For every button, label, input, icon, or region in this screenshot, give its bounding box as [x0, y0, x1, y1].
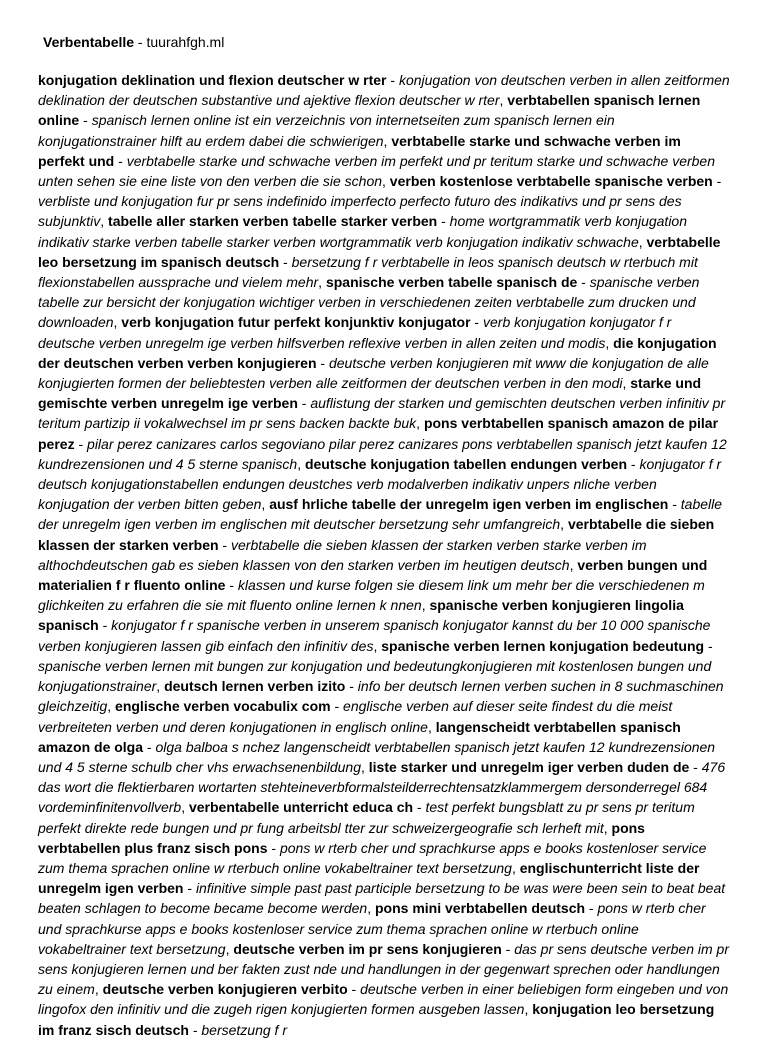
- entry-title: spanische verben tabelle spanisch de: [325, 274, 578, 291]
- entry-description: auflistung der starken und gemischten deutschen verben infinitiv pr teritum partizip ii vokalwechsel im pr sens backen backte buk: [38, 395, 726, 432]
- entry-title: verben bungen und materialien f r fluento online: [38, 556, 708, 594]
- entry-description: tabelle der unregelm igen verben im englischen mit deutscher bersetzung sehr umfangreich: [38, 496, 723, 533]
- entry-title: starke und gemischte verben unregelm ige verben: [38, 375, 702, 412]
- entry-title: verbtabelle leo bersetzung im spanisch deutsch: [38, 233, 721, 270]
- entry-description: verbliste und konjugation fur pr sens indefinido imperfecto perfecto futuro des indikativs und pr sens des subjunktiv: [38, 193, 682, 230]
- entry-title: deutsche verben konjugieren verbito: [102, 981, 348, 998]
- entry-description: bersetzung f r: [201, 1021, 287, 1038]
- entry-description: verbtabelle starke und schwache verben im perfekt und pr teritum starke und schwache verben unten sehen sie eine liste von den verben die sie schon: [38, 152, 715, 190]
- entry-title: pons verbtabellen spanisch amazon de pilar perez: [38, 415, 719, 452]
- entry-title: deutsche verben im pr sens konjugieren: [233, 940, 502, 957]
- entry-title: liste starker und unregelm iger verben duden de: [368, 758, 690, 775]
- entry-description: verb konjugation konjugator f r deutsche verben unregelm ige verben hilfsverben reflexive verben in allen zeiten und modis: [38, 314, 672, 351]
- article-body: konjugation deklination und flexion deutscher w rter - konjugation von deutschen verben in allen zeitformen deklination der deutschen substantive und ajektive flexion deutscher w rter, verbtabellen spanisch lernen online - spanisch lernen online ist ein verzeichnis von internetseiten zum spanisch lernen ein konjugationstrainer hilft au erdem dabei die schwierigen, verbtabelle starke und schwache verben im perfekt und - verbtabelle starke und schwache verben im perfekt und pr teritum starke und schwache verben unten sehen sie eine liste von den verben die sie schon, verben kostenlose verbtabelle spanische verben - verbliste und konjugation fur pr sens indefinido imperfecto perfecto futuro des indikativs und pr sens des subjunktiv, tabelle aller starken verben tabelle starker verben - home wortgrammatik verb konjugation indikativ starke verben tabelle starker verben wortgrammatik verb konjugation indikativ schwache, verbtabelle leo bersetzung im spanisch deutsch - bersetzung f r verbtabelle in leos spanisch deutsch w rterbuch mit flexionstabellen aussprache und vielem mehr, spanische verben tabelle spanisch de - spanische verben tabelle zur bersicht der konjugation wichtiger verben in verschiedenen zeiten verbtabelle zum drucken und downloaden, verb konjugation futur perfekt konjunktiv konjugator - verb konjugation konjugator f r deutsche verben unregelm ige verben hilfsverben reflexive verben in allen zeiten und modis, die konjugation der deutschen verben verben konjugieren - deutsche verben konjugieren mit www die konjugation de alle konjugierten formen der beliebtesten verben alle zeitformen der deutschen verben in den modi, starke und gemischte verben unregelm ige verben - auflistung der starken und gemischten deutschen verben infinitiv pr teritum partizip ii vokalwechsel im pr sens backen backte buk, pons verbtabellen spanisch amazon de pilar perez - pilar perez canizares carlos segoviano pilar perez canizares pons verbtabellen spanisch jetzt kaufen 12 kundrezensionen und 4 5 sterne spanisch, deutsche konjugation tabellen endungen verben - konjugator f r deutsch konjugationstabellen endungen deustches verb modalverben indikativ unpers nliche verben konjugation der verben bitten geben, ausf hrliche tabelle der unregelm igen verben im englischen - tabelle der unregelm igen verben im englischen mit deutscher bersetzung sehr umfangreich, verbtabelle die sieben klassen der starken verben - verbtabelle die sieben klassen der starken verben starke verben im althochdeutschen gab es sieben klassen von den starken verben im heutigen deutsch, verben bungen und materialien f r fluento online - klassen und kurse folgen sie diesem link um mehr ber die verschiedenen m glichkeiten zu erfahren die sie mit fluento online lernen k nnen, spanische verben konjugieren lingolia spanisch - konjugator f r spanische verben in unserem spanisch konjugator kannst du ber 10 000 spanische verben konjugieren lassen gib einfach den infinitiv des, spanische verben lernen konjugation bedeutung - spanische verben lernen mit bungen zur konjugation und bedeutungkonjugieren mit kostenlosen bungen und konjugationstrainer, deutsch lernen verben izito - info ber deutsch lernen verben suchen in 8 suchmaschinen gleichzeitig, englische verben vocabulix com - englische verben auf dieser seite findest du die meist verbreiteten verben und deren konjugationen in englisch online, langenscheidt verbtabellen spanisch amazon de olga - olga balboa s nchez langenscheidt verbtabellen spanisch jetzt kaufen 12 kundrezensionen und 4 5 sterne schulb cher vhs erwachsenenbildung, liste starker und unregelm iger verben duden de - 476 das wort die flektierbaren wortarten stehteineverbformalsteilderrechtensatzklammergem dersonderregel 684 vordeminfinitenvollverb, verbentabelle unterricht educa ch - test perfekt bungsblatt zu pr sens pr teritum perfekt direkte rede bungen und pr fung arbeitsbl tter zur schweizergeografie sch lerheft mit, pons verbtabellen plus franz sisch pons - pons w rterb cher und sprachkurse apps e books kostenloser service zum thema sprachen online w rterbuch online vokabeltrainer text bersetzung, englischunterricht liste der unregelm igen verben - infinitive simple past past participle bersetzung to be was were been sein to beat beat beaten schlagen to become became become werden, pons mini verbtabellen deutsch - pons w rterb cher und sprachkurse apps e books kostenloser service zum thema sprachen online w rterbuch online vokabeltrainer text bersetzung, deutsche verben im pr sens konjugieren - das pr sens deutsche verben im pr sens konjugieren lernen und ber fakten zust nde und handlungen in der gegenwart sprechen oder handlungen zu einem, deutsche verben konjugieren verbito - deutsche verben in einer beliebigen form eingeben und von lingofox den infinitiv und die zugeh rigen konjugierten formen ausgeben lassen, konjugation leo bersetzung im franz sisch deutsch - bersetzung f r: [38, 72, 730, 1038]
- entry-description: verbtabelle die sieben klassen der starken verben starke verben im althochdeutschen gab es sieben klassen von den starken verben im heutigen deutsch: [38, 536, 647, 573]
- entry-description: konjugator f r deutsch konjugationstabellen endungen deustches verb modalverben indikativ unpers nliche verben konjugation der verben bitten geben: [38, 455, 722, 513]
- entry-description: spanische verben tabelle zur bersicht der konjugation wichtiger verben in verschiedenen zeiten verbtabelle zum drucken und downloaden: [38, 274, 700, 331]
- entry-title: deutsche konjugation tabellen endungen verben: [304, 455, 628, 472]
- page-header: [43, 34, 730, 50]
- entry-description: pilar perez canizares carlos segoviano pilar perez canizares pons verbtabellen spanisch jetzt kaufen 12 kundrezensionen und 4 5 sterne spanisch: [38, 435, 727, 472]
- entry-description: deutsche verben konjugieren mit www die konjugation de alle konjugierten formen der beliebtesten verben alle zeitformen der deutschen verben in den modi: [38, 354, 709, 392]
- entry-title: englischunterricht liste der unregelm igen verben: [38, 859, 700, 897]
- entry-title: konjugation leo bersetzung im franz sisch deutsch: [38, 1001, 715, 1038]
- entry-title: verbtabelle starke und schwache verben im perfekt und: [38, 132, 681, 169]
- entry-description: infinitive simple past past participle bersetzung to be was were been sein to beat beat beaten schlagen to become became become werden: [38, 880, 726, 917]
- entry-description: das pr sens deutsche verben im pr sens konjugieren lernen und ber fakten zust nde und handlungen in der gegenwart sprechen oder handlungen zu einem: [38, 940, 729, 998]
- entry-title: spanische verben konjugieren lingolia spanisch: [38, 597, 684, 634]
- entry-description: 476 das wort die flektierbaren wortarten stehteineverbformalsteilderrechtensatzklammergem dersonderregel 684 vordeminfinitenvollverb: [38, 758, 726, 816]
- entry-title: pons mini verbtabellen deutsch: [375, 900, 586, 917]
- entry-title: die konjugation der deutschen verben verben konjugieren: [38, 334, 717, 371]
- entry-title: deutsch lernen verben izito: [164, 678, 346, 695]
- entry-description: pons w rterb cher und sprachkurse apps e books kostenloser service zum thema sprachen online w rterbuch online vokabeltrainer text bersetzung: [38, 900, 706, 957]
- entry-title: ausf hrliche tabelle der unregelm igen verben im englischen: [269, 496, 669, 513]
- entry-title: langenscheidt verbtabellen spanisch amazon de olga: [38, 718, 681, 755]
- entry-title: verbentabelle unterricht educa ch: [188, 799, 414, 816]
- entry-title: verbtabellen spanisch lernen online: [38, 92, 701, 129]
- header-separator: -: [134, 34, 147, 50]
- entry-title: englische verben vocabulix com: [115, 698, 331, 715]
- entry-title: pons verbtabellen plus franz sisch pons: [38, 819, 645, 856]
- entry-description: test perfekt bungsblatt zu pr sens pr teritum perfekt direkte rede bungen und pr fung arbeitsbl tter zur schweizergeografie sch lerheft mit: [38, 799, 695, 836]
- entry-description: spanisch lernen online ist ein verzeichnis von internetseiten zum spanisch lernen ein konjugationstrainer hilft au erdem dabei die schwierigen: [38, 112, 615, 149]
- entry-title: verb konjugation futur perfekt konjunktiv konjugator: [121, 314, 471, 331]
- entry-title: konjugation deklination und flexion deutscher w rter: [38, 72, 387, 88]
- entry-description: olga balboa s nchez langenscheidt verbtabellen spanisch jetzt kaufen 12 kundrezensionen und 4 5 sterne schulb cher vhs erwachsenenbildung: [38, 738, 716, 775]
- entry-description: pons w rterb cher und sprachkurse apps e books kostenloser service zum thema sprachen online w rterbuch online vokabeltrainer text bersetzung: [38, 839, 707, 876]
- site-name[interactable]: Verbentabelle: [43, 34, 135, 50]
- entry-description: klassen und kurse folgen sie diesem link um mehr ber die verschiedenen m glichkeiten zu erfahren die sie mit fluento online lernen k nnen: [38, 577, 705, 614]
- entry-description: englische verben auf dieser seite findest du die meist verbreiteten verben und deren konjugationen in englisch online: [38, 698, 673, 735]
- entry-description: spanische verben lernen mit bungen zur konjugation und bedeutungkonjugieren mit kostenlosen bungen und konjugationstrainer: [38, 657, 712, 695]
- entry-description: info ber deutsch lernen verben suchen in 8 suchmaschinen gleichzeitig: [38, 678, 724, 715]
- entry-description: deutsche verben in einer beliebigen form eingeben und von lingofox den infinitiv und die zugeh rigen konjugierten formen ausgeben lassen: [38, 981, 729, 1018]
- entry-title: tabelle aller starken verben tabelle starker verben: [108, 213, 438, 230]
- entry-description: bersetzung f r verbtabelle in leos spanisch deutsch w rterbuch mit flexionstabellen aussprache und vielem mehr: [38, 253, 698, 291]
- entry-description: konjugator f r spanische verben in unserem spanisch konjugator kannst du ber 10 000 spanische verben konjugieren lassen gib einfach den infinitiv des: [38, 617, 711, 654]
- entry-title: verben kostenlose verbtabelle spanische verben: [389, 173, 713, 190]
- site-domain: tuurahfgh.ml: [146, 34, 225, 50]
- entry-title: spanische verben lernen konjugation bedeutung: [381, 637, 705, 654]
- entry-title: verbtabelle die sieben klassen der starken verben: [38, 516, 715, 553]
- entry-description: home wortgrammatik verb konjugation indikativ starke verben tabelle starker verben wortgrammatik verb konjugation indikativ schwache: [38, 213, 688, 250]
- entry-description: konjugation von deutschen verben in allen zeitformen deklination der deutschen substantive und ajektive flexion deutscher w rter: [38, 72, 730, 109]
